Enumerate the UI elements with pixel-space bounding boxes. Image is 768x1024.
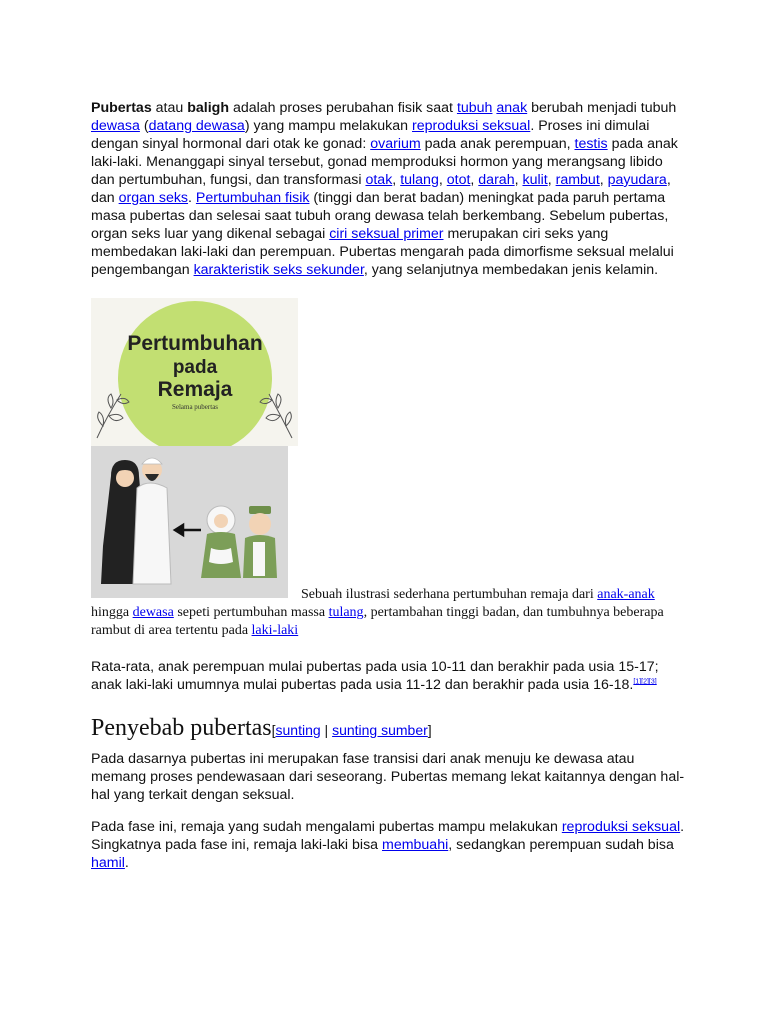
- illustration-title-2: pada: [172, 357, 218, 378]
- edit-section-links: [sunting | sunting sumber]: [271, 722, 432, 738]
- figure-caption: Sebuah ilustrasi sederhana pertumbuhan remaja dari anak-anak hingga dewasa sepeti pertumbuhan massa tulang, pertambahan tinggi badan, dan tumbuhnya beberapa rambut di area tertentu pada laki-laki: [91, 587, 664, 638]
- link-laki-laki[interactable]: laki-laki: [251, 623, 299, 638]
- link-rambut[interactable]: rambut: [555, 172, 600, 188]
- term-baligh: baligh: [187, 100, 229, 116]
- link-reproduksi-seksual-2[interactable]: reproduksi seksual: [561, 819, 681, 835]
- link-tubuh[interactable]: tubuh: [456, 100, 493, 116]
- link-ciri-seksual-primer[interactable]: ciri seksual primer: [329, 226, 444, 242]
- illustration-subtitle: Selama pubertas: [171, 403, 219, 411]
- link-tulang-caption[interactable]: tulang: [328, 605, 364, 620]
- age-paragraph: Rata-rata, anak perempuan mulai pubertas pada usia 10-11 dan berakhir pada usia 15-17; anak laki-laki umumnya mulai pubertas pada usia 11-12 dan berakhir pada usia 16-18.[1][2][3]: [91, 659, 659, 693]
- edit-source-link[interactable]: sunting sumber: [332, 722, 428, 738]
- link-otot[interactable]: otot: [446, 172, 471, 188]
- transition-paragraph: Pada dasarnya pubertas ini merupakan fase transisi dari anak menuju ke dewasa atau memang proses pendewasaan dari seseorang. Pubertas memang lekat kaitannya dengan hal-hal yang terkait dengan seksual.: [91, 751, 685, 803]
- link-organ-seks[interactable]: organ seks: [118, 190, 189, 206]
- link-testis[interactable]: testis: [574, 136, 608, 152]
- edit-link[interactable]: sunting: [275, 722, 321, 738]
- link-karakteristik-seks-sekunder[interactable]: karakteristik seks sekunder: [193, 262, 364, 278]
- girl-figure-icon: [201, 506, 241, 578]
- term-pubertas: Pubertas: [91, 100, 152, 116]
- link-otak[interactable]: otak: [365, 172, 393, 188]
- link-ovarium[interactable]: ovarium: [370, 136, 421, 152]
- link-anak[interactable]: anak: [496, 100, 528, 116]
- link-dewasa-caption[interactable]: dewasa: [132, 605, 174, 620]
- link-membuahi[interactable]: membuahi: [382, 837, 449, 853]
- link-pertumbuhan-fisik[interactable]: Pertumbuhan fisik: [195, 190, 310, 206]
- illustration-title-3: Remaja: [157, 378, 233, 401]
- article-content: [91, 99, 686, 872]
- link-dewasa[interactable]: dewasa: [91, 118, 140, 134]
- link-tulang[interactable]: tulang: [400, 172, 439, 188]
- link-kulit[interactable]: kulit: [522, 172, 548, 188]
- link-darah[interactable]: darah: [478, 172, 515, 188]
- reference-links[interactable]: [1][2][3]: [633, 678, 657, 686]
- link-hamil[interactable]: hamil: [91, 855, 125, 871]
- puberty-illustration: [91, 298, 298, 598]
- illustration-figure: [91, 298, 686, 598]
- link-payudara[interactable]: payudara: [607, 172, 667, 188]
- intro-paragraph: Pubertas atau baligh adalah proses perubahan fisik saat tubuh anak berubah menjadi tubuh dewasa (datang dewasa) yang mampu melakukan reproduksi seksual. Proses ini dimulai dengan sinyal hormonal dari otak ke gonad: ovarium pada anak perempuan, testis pada anak laki-laki. Menanggapi sinyal tersebut, gonad memproduksi hormon yang merangsang libido dan pertumbuhan, fungsi, dan transformasi otak, tulang, otot, darah, kulit, rambut, payudara, dan organ seks. Pertumbuhan fisik (tinggi dan berat badan) meningkat pada paruh pertama masa pubertas dan selesai saat tubuh orang dewasa telah berkembang. Sebelum pubertas, organ seks luar yang dikenal sebagai ciri seksual primer merupakan ciri seks yang membedakan laki-laki dan perempuan. Pubertas mengarah pada dimorfisme seksual melalui pengembangan karakteristik seks sekunder, yang selanjutnya membedakan jenis kelamin.: [91, 100, 678, 278]
- section-heading: Penyebab pubertas[sunting | sunting sumber]: [91, 715, 432, 741]
- link-anak-anak[interactable]: anak-anak: [597, 587, 655, 602]
- link-datang-dewasa[interactable]: datang dewasa: [148, 118, 245, 134]
- illustration-title-1: Pertumbuhan: [127, 332, 263, 355]
- link-reproduksi-seksual[interactable]: reproduksi seksual: [412, 118, 531, 134]
- phase-paragraph: Pada fase ini, remaja yang sudah mengalami pubertas mampu melakukan reproduksi seksual. Singkatnya pada fase ini, remaja laki-laki bisa membuahi, sedangkan perempuan sudah bisa hamil.: [91, 819, 685, 871]
